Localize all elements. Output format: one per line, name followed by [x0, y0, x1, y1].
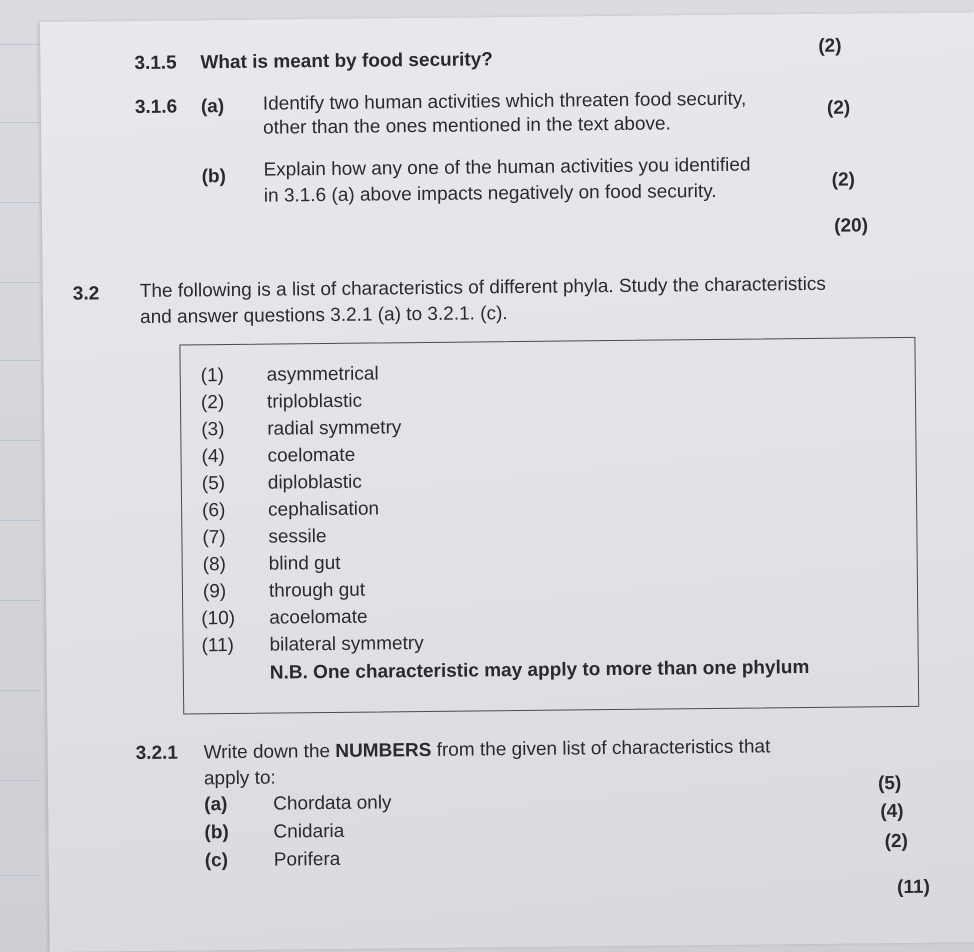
list-item-number: (3) — [201, 419, 225, 441]
question-number: 3.1.5 — [134, 52, 177, 75]
list-item-number: (8) — [202, 554, 227, 576]
question-text: and answer questions 3.2.1 (a) to 3.2.1. (c). — [139, 303, 508, 328]
question-text: other than the ones mentioned in the text above. — [263, 113, 671, 139]
question-number: 3.1.6 — [134, 96, 178, 119]
sub-question-text: Cnidaria — [273, 820, 345, 843]
list-item-text: acoelomate — [269, 606, 368, 629]
question-text: What is meant by food security? — [200, 49, 493, 74]
list-item-number: (11) — [201, 635, 235, 657]
marks: (5) — [877, 773, 902, 795]
question-text: The following is a list of characteristics of different phyla. Study the characteristics — [139, 273, 826, 302]
list-item-text: coelomate — [267, 444, 356, 467]
question-number: 3.2 — [72, 283, 100, 305]
list-item-number: (1) — [200, 365, 225, 387]
list-item-number: (5) — [201, 473, 226, 495]
question-text: Write down the NUMBERS from the given list of characteristics that — [203, 736, 771, 764]
marks: (2) — [826, 97, 851, 119]
list-item-text: blind gut — [268, 552, 341, 575]
sub-question-part: (b) — [204, 822, 229, 844]
list-item-text: bilateral symmetry — [269, 633, 424, 656]
question-number: 3.2.1 — [135, 742, 179, 765]
exam-page — [40, 12, 974, 952]
list-item-number: (10) — [201, 607, 236, 630]
sub-question-text: Porifera — [273, 848, 341, 871]
section-total: (20) — [834, 215, 869, 237]
marks: (2) — [884, 830, 908, 853]
section-total: (11) — [897, 876, 930, 899]
list-item-number: (2) — [200, 392, 225, 414]
question-text: apply to: — [203, 767, 276, 790]
list-item-text: radial symmetry — [267, 417, 402, 440]
list-item-text: sessile — [268, 526, 327, 548]
sub-question-part: (c) — [204, 850, 229, 872]
nota-bene: N.B. One characteristic may apply to more than one phylum — [269, 656, 810, 684]
list-item-number: (4) — [201, 446, 225, 468]
list-item-number: (9) — [202, 581, 227, 603]
question-text: Identify two human activities which threaten food security, — [262, 88, 747, 115]
marks: (4) — [880, 801, 904, 823]
list-item-text: asymmetrical — [266, 363, 379, 386]
sub-question-text: Chordata only — [273, 792, 392, 815]
list-item-number: (6) — [202, 500, 226, 522]
sub-question-part: (a) — [204, 794, 228, 816]
list-item-number: (7) — [202, 527, 226, 549]
question-part: (b) — [201, 166, 227, 188]
list-item-text: through gut — [268, 579, 366, 602]
marks: (2) — [831, 169, 856, 191]
question-part: (a) — [200, 96, 225, 118]
list-item-text: diploblastic — [267, 471, 362, 494]
marks: (2) — [818, 35, 842, 57]
question-text: Explain how any one of the human activities you identified — [263, 154, 751, 181]
list-item-text: triploblastic — [266, 390, 363, 413]
question-text: in 3.1.6 (a) above impacts negatively on food security. — [263, 180, 717, 207]
characteristics-box — [179, 337, 919, 715]
list-item-text: cephalisation — [268, 498, 380, 521]
